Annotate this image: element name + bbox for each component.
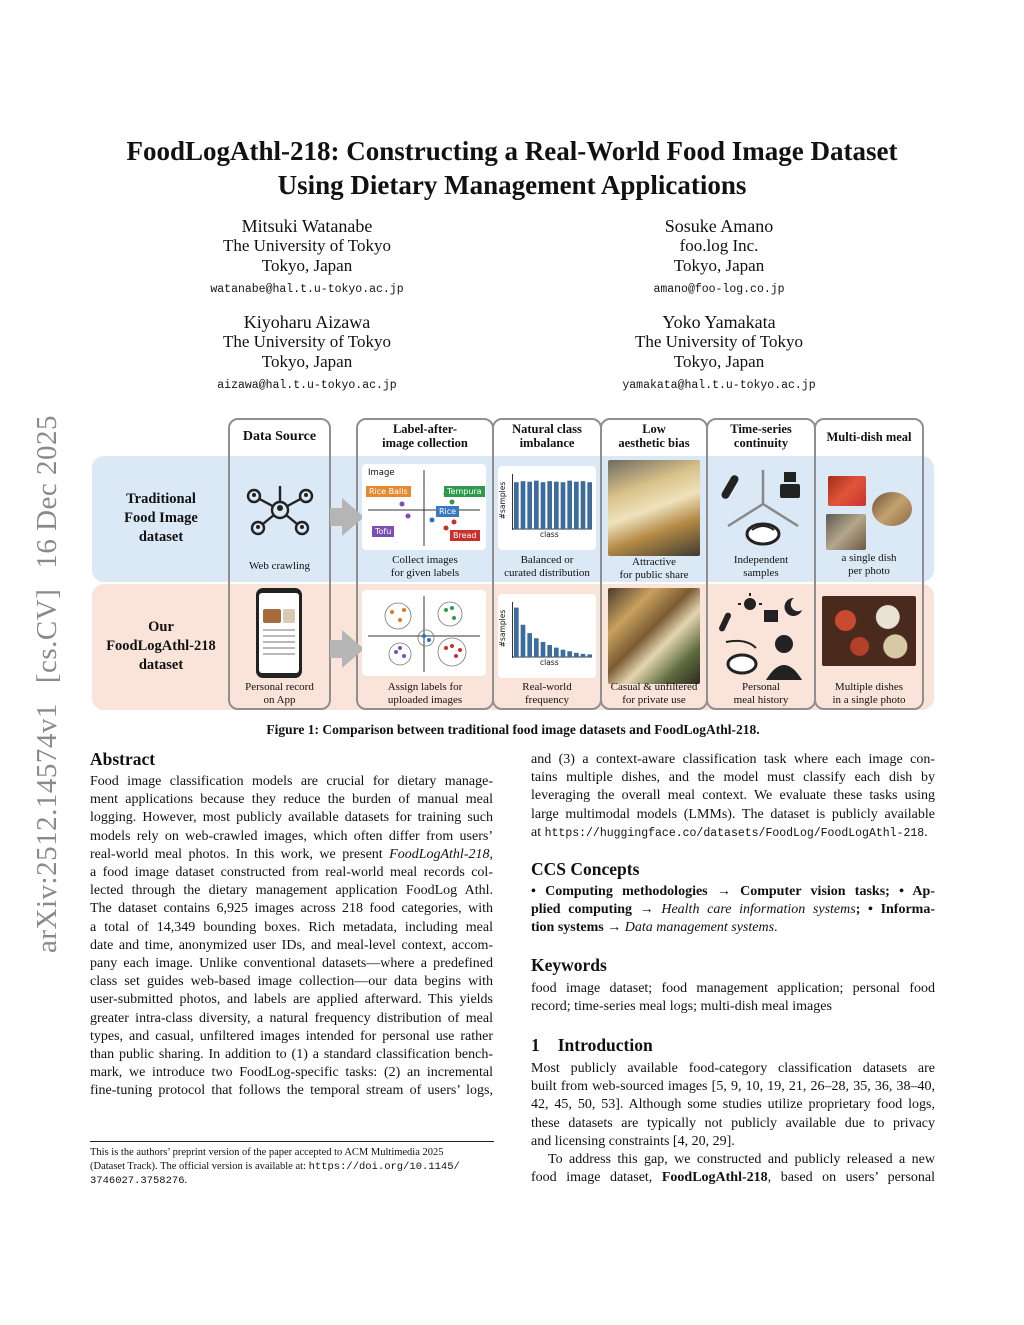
ccs-term: Health care information systems bbox=[661, 902, 856, 918]
text-line: these datasets are typically not publicly available due to privacy bbox=[531, 1115, 935, 1131]
dataset-name: FoodLogAthl-218 bbox=[661, 1170, 768, 1186]
text-line: and licensing constraints [4, 20, 29]. bbox=[531, 1133, 735, 1149]
tag-rice: Rice bbox=[436, 506, 459, 517]
bar bbox=[547, 481, 552, 529]
column-header-line: Data Source bbox=[242, 429, 317, 444]
web-network-icon bbox=[240, 482, 320, 544]
author-location: Tokyo, Japan bbox=[261, 352, 353, 371]
section-title: Introduction bbox=[557, 1035, 653, 1055]
ccs-text: ; • Ap- bbox=[885, 884, 935, 899]
author-name: Kiyoharu Aizawa bbox=[243, 312, 371, 332]
doi-link[interactable]: 3746027.3758276 bbox=[90, 1175, 185, 1187]
author-block bbox=[182, 216, 432, 300]
longtail-bars bbox=[512, 602, 592, 658]
bar bbox=[587, 654, 592, 657]
caption-line: on App bbox=[263, 694, 296, 706]
row-label-line: Traditional bbox=[126, 491, 196, 507]
bar bbox=[547, 645, 552, 657]
caption-line: curated distribution bbox=[504, 567, 590, 579]
phone-app-icon bbox=[256, 588, 302, 678]
abstract-heading: Abstract bbox=[90, 749, 156, 769]
column-header bbox=[708, 422, 814, 450]
row-label-traditional bbox=[94, 490, 228, 547]
footnote-text: . bbox=[184, 1175, 188, 1186]
bar bbox=[541, 482, 546, 529]
flow-arrow-icon bbox=[342, 630, 364, 668]
author-email[interactable]: amano@foo-log.co.jp bbox=[653, 283, 785, 296]
dataset-name: FoodLogAthl-218 bbox=[389, 846, 490, 862]
single-dish-photo bbox=[826, 514, 866, 550]
caption-line: Balanced or bbox=[520, 554, 574, 566]
caption-collect-images bbox=[358, 554, 492, 580]
bar bbox=[567, 481, 572, 529]
ccs-heading: CCS Concepts bbox=[531, 859, 640, 879]
bar bbox=[521, 625, 526, 657]
footnote-line: This is the authors’ preprint version of the paper accepted to ACM Multimedia 2025 bbox=[90, 1147, 444, 1158]
bar bbox=[527, 482, 532, 529]
chart-xlabel: class bbox=[540, 658, 559, 667]
labels-panel-traditional bbox=[362, 464, 486, 550]
text-line: models rely on web-crawled images, which often differ from users’ bbox=[90, 828, 493, 844]
text-line: logging. However, most publicly available datasets for training such bbox=[90, 810, 493, 826]
bar bbox=[574, 653, 579, 657]
text-line: real-world meal photos. In this work, we present FoodLogAthl-218, bbox=[90, 846, 493, 862]
caption-line: for private use bbox=[622, 694, 686, 706]
longtail-bar-chart bbox=[498, 594, 596, 678]
text-fragment: , based on users’ personal bbox=[767, 1170, 935, 1186]
bar bbox=[527, 633, 532, 657]
text-line: lected through the dietary management application FoodLog Athl. bbox=[90, 883, 493, 899]
author-block bbox=[594, 312, 844, 396]
independent-samples-icon bbox=[718, 464, 808, 556]
caption-line: Collect images bbox=[392, 554, 458, 566]
tag-bread: Bread bbox=[450, 530, 480, 541]
ccs-term: • Computing methodologies bbox=[531, 884, 708, 899]
text-line: date and time, anonymized user IDs, and meal-level context, accom- bbox=[90, 937, 493, 953]
author-block bbox=[594, 216, 844, 300]
multi-dish-photo bbox=[822, 596, 916, 666]
section-number: 1 bbox=[531, 1035, 540, 1055]
text-line: large multimodal models (LMMs). The dataset is publicly available bbox=[531, 806, 935, 822]
author-location: Tokyo, Japan bbox=[673, 256, 765, 275]
flow-arrow-icon bbox=[342, 498, 364, 536]
caption-line: Casual & unfiltered bbox=[610, 681, 698, 693]
caption-line: samples bbox=[743, 567, 779, 579]
ccs-text: ; • Informa- bbox=[855, 902, 936, 918]
ccs-term: Computer vision tasks bbox=[740, 884, 886, 899]
column-header-line: Natural class bbox=[512, 422, 582, 436]
text-line: food image dataset; food management application; personal food bbox=[531, 981, 935, 996]
bar bbox=[521, 481, 526, 529]
caption-line: a single dish bbox=[841, 552, 897, 564]
text-line: and (3) a context-aware classification task where each image con- bbox=[531, 752, 935, 767]
column-header-line: aesthetic bias bbox=[618, 436, 690, 450]
caption-line: Assign labels for bbox=[387, 681, 463, 693]
column-header bbox=[358, 422, 492, 450]
text-line: class set guides web-based image collection—our data begins with bbox=[90, 974, 493, 990]
intro-body bbox=[531, 1060, 935, 1187]
ccs-concepts bbox=[531, 883, 935, 938]
text-line: than public sharing. In addition to (1) a standard classification bench- bbox=[90, 1047, 493, 1063]
text-fragment: food image dataset, bbox=[531, 1170, 662, 1186]
text-fragment: at bbox=[531, 824, 542, 840]
text-line bbox=[531, 1169, 935, 1187]
column-header bbox=[494, 422, 600, 450]
caption-independent bbox=[708, 554, 814, 580]
text-line: user-submitted photos, and labels are applied afterward. This yields bbox=[90, 992, 493, 1008]
column-header-line: Label-after- bbox=[392, 422, 458, 436]
text-line: mark, we introduce two FoodLog-specific tasks: (2) an incremental bbox=[90, 1065, 493, 1081]
chart-xlabel: class bbox=[540, 530, 559, 539]
abstract-body bbox=[90, 773, 493, 1101]
text-line: record; time-series meal logs; multi-dish meal images bbox=[531, 999, 832, 1015]
bar bbox=[514, 482, 519, 529]
column-header-line: Multi-dish meal bbox=[826, 430, 912, 444]
ccs-term: plied computing bbox=[531, 902, 633, 918]
abstract-continued bbox=[531, 751, 935, 843]
bar bbox=[574, 482, 579, 529]
author-location: Tokyo, Japan bbox=[261, 256, 353, 275]
paper-title bbox=[60, 134, 964, 202]
bar bbox=[561, 650, 566, 657]
caption-attractive bbox=[602, 556, 706, 582]
text-line bbox=[531, 824, 935, 843]
footnote-text: (Dataset Track). The official version is available at: bbox=[90, 1160, 306, 1172]
text-line: a total of 14,349 bounding boxes. Rich metadata, including meal bbox=[90, 919, 493, 935]
keywords-heading: Keywords bbox=[531, 955, 607, 975]
caption-single-dish bbox=[816, 552, 922, 578]
row-label-line: dataset bbox=[138, 529, 184, 545]
column-header-line: image collection bbox=[382, 436, 468, 450]
column-header bbox=[602, 422, 706, 450]
caption-multiple-dishes bbox=[816, 681, 922, 707]
casual-food-photo bbox=[608, 588, 700, 684]
author-affiliation: foo.log Inc. bbox=[679, 236, 759, 255]
ccs-line bbox=[531, 901, 935, 919]
bar bbox=[554, 482, 559, 529]
caption-line: Multiple dishes bbox=[834, 681, 904, 693]
arxiv-date: 16 Dec 2025 bbox=[30, 414, 63, 569]
single-dish-photo bbox=[828, 476, 866, 506]
bar bbox=[581, 481, 586, 529]
caption-balanced bbox=[492, 554, 602, 580]
doi-link[interactable]: https://doi.org/10.1145/ bbox=[308, 1160, 460, 1173]
caption-line: uploaded images bbox=[387, 694, 463, 706]
tag-tofu: Tofu bbox=[372, 526, 394, 537]
text-line: ment applications because they reduce the burden of manual meal bbox=[90, 792, 493, 808]
chart-ylabel: #samples bbox=[498, 481, 508, 520]
author-name: Mitsuki Watanabe bbox=[241, 216, 373, 236]
author-name: Sosuke Amano bbox=[664, 216, 774, 236]
text-line: pany each image. Unlike conventional datasets—where a predefined bbox=[90, 956, 493, 972]
caption-line: Attractive bbox=[632, 556, 676, 568]
author-block bbox=[182, 312, 432, 396]
caption-line: Personal record bbox=[245, 681, 314, 693]
caption-line: meal history bbox=[733, 694, 789, 706]
caption-line: in a single photo bbox=[832, 694, 906, 706]
ccs-arrow: → bbox=[632, 902, 662, 918]
caption-personal-record bbox=[230, 681, 329, 707]
keywords-body bbox=[531, 980, 935, 1016]
bar bbox=[561, 482, 566, 529]
text-line: Food image classification models are crucial for dietary manage- bbox=[90, 774, 493, 789]
intro-heading bbox=[531, 1035, 653, 1056]
author-email[interactable]: aizawa@hal.t.u-tokyo.ac.jp bbox=[217, 379, 397, 392]
bar bbox=[534, 638, 539, 657]
footnote-line bbox=[90, 1174, 494, 1189]
text-fragment: . bbox=[924, 824, 928, 840]
row-label-line: Our bbox=[148, 619, 174, 635]
author-affiliation: The University of Tokyo bbox=[223, 332, 391, 351]
caption-line: for given labels bbox=[390, 567, 460, 579]
text-line: fine-tuning protocol that follows the temporal stream of users’ logs, bbox=[90, 1083, 493, 1099]
row-label-line: dataset bbox=[138, 657, 184, 673]
caption-web-crawling bbox=[230, 560, 329, 573]
text-line: built from web-sourced images [5, 9, 10, 19, 21, 26–28, 35, 36, 38–40, bbox=[531, 1079, 935, 1095]
aesthetic-food-photo bbox=[608, 460, 700, 556]
bar bbox=[554, 648, 559, 657]
ccs-text: . bbox=[774, 920, 778, 936]
caption-casual bbox=[602, 681, 706, 707]
author-affiliation: The University of Tokyo bbox=[635, 332, 803, 351]
text-line: To address this gap, we constructed and publicly released a new bbox=[548, 1152, 935, 1168]
column-header-line: imbalance bbox=[519, 436, 575, 450]
bar bbox=[541, 642, 546, 657]
author-affiliation: The University of Tokyo bbox=[223, 236, 391, 255]
caption-line: for public share bbox=[619, 569, 689, 581]
row-label-ours bbox=[94, 618, 228, 675]
author-location: Tokyo, Japan bbox=[673, 352, 765, 371]
text-line: 42, 45, 50, 53]. Although some studies utilize proprietary food logs, bbox=[531, 1097, 935, 1113]
caption-line: Independent bbox=[733, 554, 789, 566]
bar bbox=[514, 608, 519, 657]
caption-line: Personal bbox=[742, 681, 780, 693]
bar bbox=[581, 654, 586, 657]
footnote-line bbox=[90, 1160, 494, 1175]
arxiv-stamp bbox=[22, 363, 72, 953]
ccs-line bbox=[531, 883, 935, 901]
text-line: tains multiple dishes, and the model must classify each dish by bbox=[531, 770, 935, 786]
balanced-bar-chart bbox=[498, 466, 596, 550]
column-header-line: Low bbox=[642, 422, 666, 436]
title-line-2: Using Dietary Management Applications bbox=[277, 170, 747, 200]
ccs-term: Data management systems bbox=[624, 920, 775, 936]
caption-line: Real-world bbox=[522, 681, 572, 693]
caption-assign-labels bbox=[358, 681, 492, 707]
author-email[interactable]: yamakata@hal.t.u-tokyo.ac.jp bbox=[622, 379, 816, 392]
author-name: Yoko Yamakata bbox=[662, 312, 776, 332]
ccs-arrow: → bbox=[603, 920, 625, 936]
bar bbox=[534, 481, 539, 529]
caption-meal-history bbox=[708, 681, 814, 707]
caption-line: frequency bbox=[525, 694, 569, 706]
clusters-panel-ours bbox=[362, 590, 486, 676]
column-header-line: Time-series bbox=[730, 422, 792, 436]
footnote bbox=[90, 1141, 494, 1189]
text-line: greater intra-class diversity, a natural frequency distribution of meal bbox=[90, 1010, 493, 1026]
arxiv-id: arXiv:2512.14574v1 bbox=[30, 703, 63, 953]
caption-line: Web crawling bbox=[248, 560, 311, 572]
ccs-term: tion systems bbox=[531, 920, 604, 936]
caption-line: per photo bbox=[848, 565, 890, 577]
dataset-url-link[interactable]: https://huggingface.co/datasets/FoodLog/FoodLogAthl-218 bbox=[544, 826, 925, 840]
figure-1 bbox=[90, 416, 936, 712]
column-header-line: continuity bbox=[733, 436, 789, 450]
title-line-1: FoodLogAthl-218: Constructing a Real-World Food Image Dataset bbox=[126, 136, 898, 166]
single-dish-photo bbox=[872, 492, 912, 526]
ccs-arrow: → bbox=[707, 884, 741, 899]
ccs-line bbox=[531, 919, 935, 937]
row-label-line: Food Image bbox=[124, 510, 198, 526]
arxiv-category: [cs.CV] bbox=[30, 588, 63, 684]
text-line: leveraging the overall meal context. We evaluate these tasks using bbox=[531, 788, 935, 804]
author-email[interactable]: watanabe@hal.t.u-tokyo.ac.jp bbox=[210, 283, 404, 296]
cluster-scatter-icon bbox=[362, 590, 486, 676]
bar bbox=[587, 482, 592, 529]
column-header bbox=[230, 430, 329, 444]
caption-real-world bbox=[492, 681, 602, 707]
figure-caption: Figure 1: Comparison between traditional food image datasets and FoodLogAthl-218. bbox=[266, 722, 760, 737]
bar bbox=[567, 651, 572, 657]
image-label: Image bbox=[368, 468, 395, 478]
balanced-bars bbox=[512, 474, 592, 530]
column-header bbox=[816, 430, 922, 444]
meal-history-icon bbox=[716, 592, 808, 684]
text-line: The dataset contains 6,925 images across 218 food categories, with bbox=[90, 901, 493, 917]
text-line: Most publicly available food-category classification datasets are bbox=[531, 1061, 935, 1076]
text-line: types, and casual, unfiltered images intended for personal use rather bbox=[90, 1028, 493, 1044]
chart-ylabel: #samples bbox=[498, 609, 508, 648]
row-label-line: FoodLogAthl-218 bbox=[106, 638, 216, 654]
tag-rice-balls: Rice Balls bbox=[366, 486, 411, 497]
tag-tempura: Tempura bbox=[444, 486, 485, 497]
text-line: a food image dataset constructed from real-world meal records col- bbox=[90, 865, 493, 881]
